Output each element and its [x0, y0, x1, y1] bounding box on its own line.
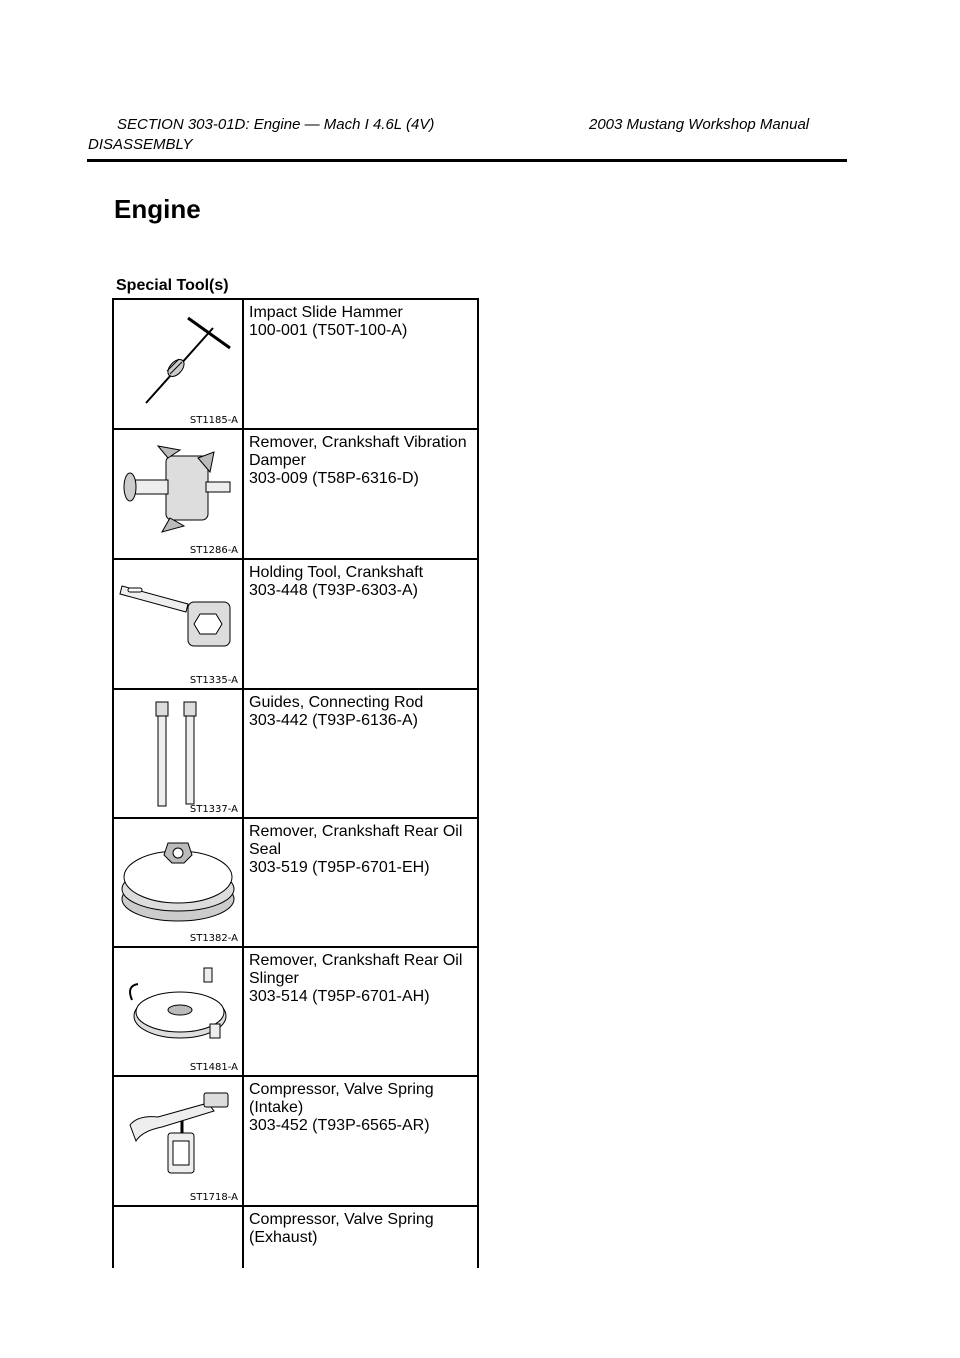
tool-desc-line: Compressor, Valve Spring — [249, 1081, 434, 1098]
tool-row — [114, 1077, 477, 1207]
tool-image-cell — [114, 948, 244, 1075]
tool-image-cell — [114, 1077, 244, 1205]
tool-desc-line: Compressor, Valve Spring — [249, 1211, 434, 1228]
seal-remover-icon — [118, 827, 238, 932]
tool-code: ST1337-A — [189, 804, 238, 815]
tool-desc-line: Slinger — [249, 970, 299, 987]
tool-description — [249, 823, 475, 877]
tool-image-cell — [114, 819, 244, 946]
tool-image-cell — [114, 560, 244, 688]
tool-code: ST1718-A — [189, 1192, 238, 1203]
holding-tool-icon — [118, 568, 238, 668]
tool-row — [114, 1207, 477, 1268]
tool-desc-line: Remover, Crankshaft Rear Oil — [249, 823, 463, 840]
tool-desc-line: Seal — [249, 841, 282, 858]
tool-desc-line: Damper — [249, 452, 306, 469]
tool-row — [114, 690, 477, 819]
tool-code: ST1335-A — [189, 675, 238, 686]
tool-desc-line: 100-001 (T50T-100-A) — [249, 322, 408, 339]
header-subsection: DISASSEMBLY — [88, 136, 193, 153]
tool-desc-line: 303-452 (T93P-6565-AR) — [249, 1117, 430, 1134]
tool-desc-line: Remover, Crankshaft Rear Oil — [249, 952, 463, 969]
tool-code: ST1382-A — [189, 933, 238, 944]
tool-description — [249, 1081, 475, 1135]
tool-image-cell — [114, 430, 244, 558]
slinger-remover-icon — [118, 956, 238, 1056]
tool-row — [114, 560, 477, 690]
tool-description — [249, 304, 475, 340]
tool-image-cell — [114, 1207, 244, 1268]
page-title: Engine — [114, 194, 201, 224]
special-tools-table — [112, 298, 479, 1268]
tool-row — [114, 948, 477, 1077]
tool-desc-line: 303-009 (T58P-6316-D) — [249, 470, 419, 487]
tool-desc-line: Remover, Crankshaft Vibration — [249, 434, 467, 451]
tool-code: ST1185-A — [189, 415, 238, 426]
tool-image-cell — [114, 300, 244, 428]
tool-row — [114, 819, 477, 948]
tool-desc-line: Holding Tool, Crankshaft — [249, 564, 424, 581]
tool-description — [249, 434, 475, 488]
tool-description — [249, 952, 475, 1006]
special-tools-heading: Special Tool(s) — [116, 277, 229, 294]
tool-desc-line: 303-514 (T95P-6701-AH) — [249, 988, 430, 1005]
tool-desc-line: (Exhaust) — [249, 1229, 318, 1246]
tool-desc-line: (Intake) — [249, 1099, 304, 1116]
tool-row — [114, 300, 477, 430]
damper-remover-icon — [118, 438, 238, 538]
tool-description — [249, 694, 475, 730]
tool-description — [249, 564, 475, 600]
tool-desc-line: Guides, Connecting Rod — [249, 694, 424, 711]
tool-code: ST1286-A — [189, 545, 238, 556]
tool-desc-line: 303-442 (T93P-6136-A) — [249, 712, 418, 729]
header-rule — [87, 159, 847, 162]
tool-desc-line: 303-448 (T93P-6303-A) — [249, 582, 418, 599]
header-section: SECTION 303-01D: Engine — Mach I 4.6L (4V) — [117, 116, 435, 133]
tool-desc-line: Impact Slide Hammer — [249, 304, 403, 321]
tool-code: ST1481-A — [189, 1062, 238, 1073]
tool-image-cell — [114, 690, 244, 817]
tool-desc-line: 303-519 (T95P-6701-EH) — [249, 859, 430, 876]
tool-description — [249, 1211, 475, 1247]
header-manual: 2003 Mustang Workshop Manual — [589, 116, 810, 133]
tool-row — [114, 430, 477, 560]
valve-spring-compressor-icon — [118, 1085, 238, 1185]
rod-guides-icon — [118, 698, 238, 808]
slide-hammer-icon — [118, 308, 238, 408]
